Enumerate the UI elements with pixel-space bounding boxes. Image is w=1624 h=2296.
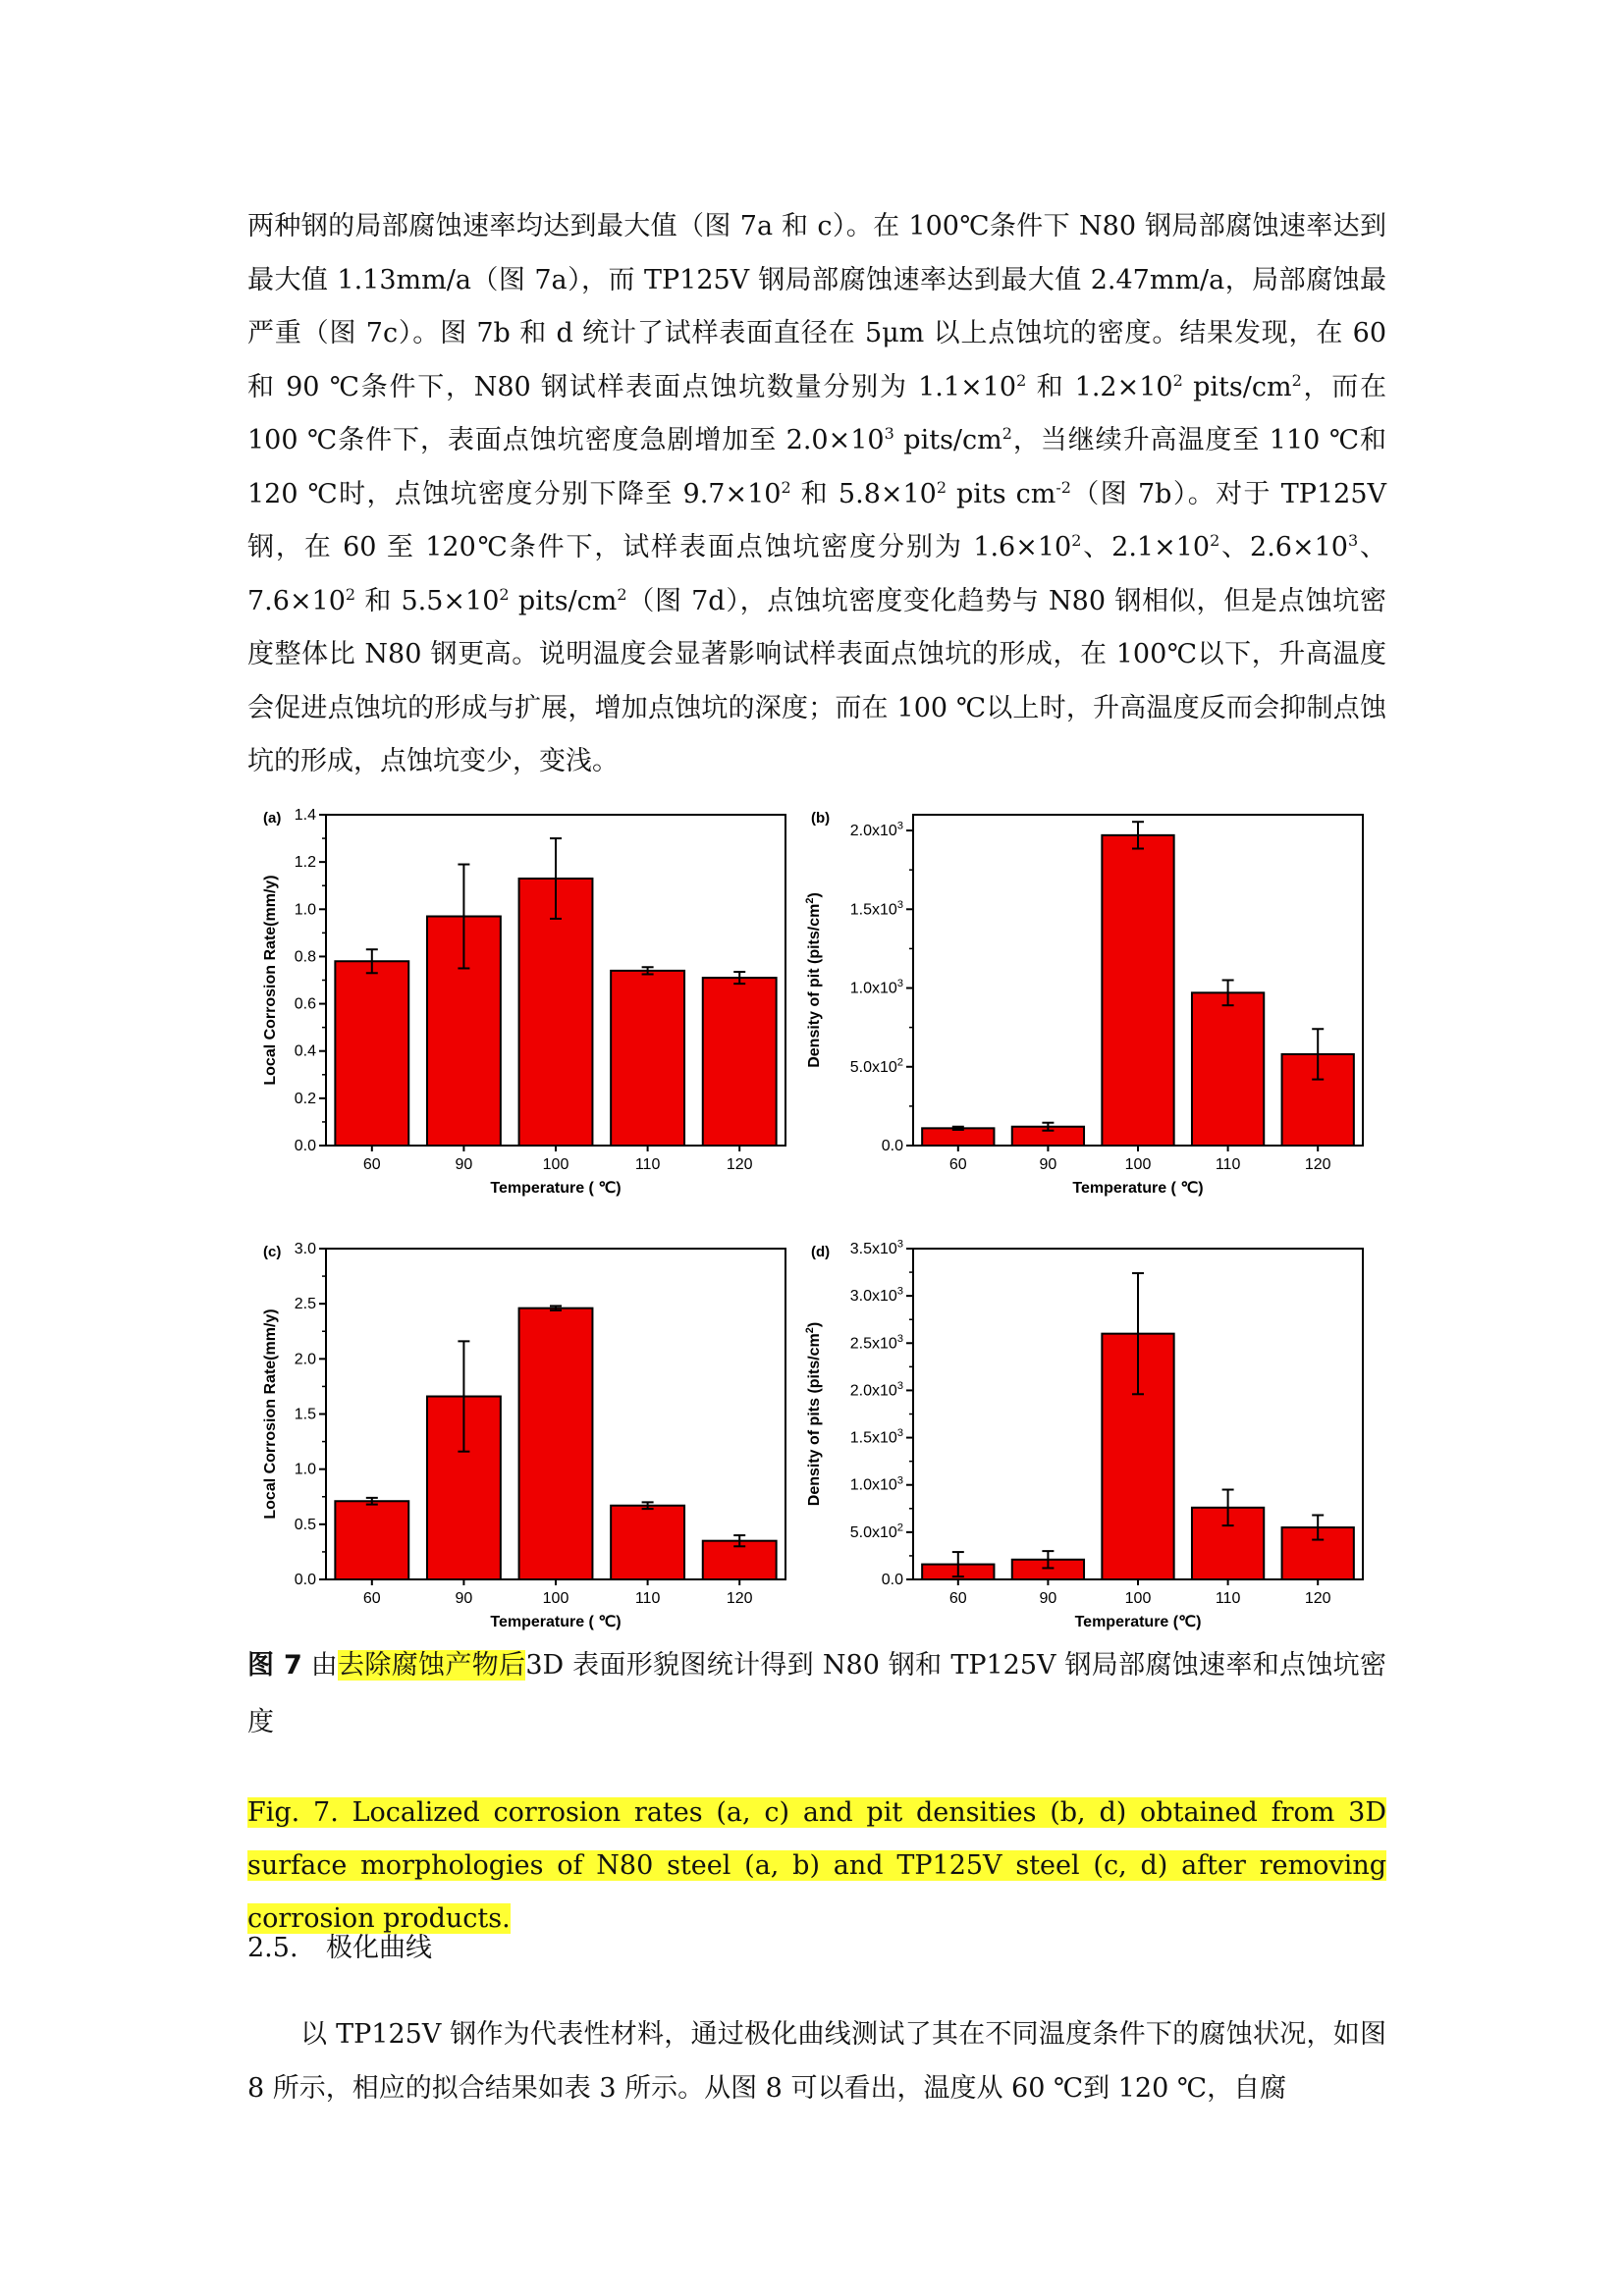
x-tick-label: 120 <box>726 1156 753 1173</box>
x-tick-label: 60 <box>362 1156 381 1173</box>
section-heading <box>247 1926 432 1964</box>
x-tick-label: 60 <box>362 1590 381 1607</box>
x-tick-label: 100 <box>542 1156 569 1173</box>
x-tick-label: 120 <box>1304 1590 1331 1607</box>
figure-caption-chinese <box>247 1637 1386 1751</box>
chart-b <box>803 795 1373 1207</box>
x-tick-label: 90 <box>455 1590 473 1607</box>
x-tick-label: 100 <box>542 1590 569 1607</box>
chart-a <box>255 795 785 1207</box>
x-tick-label: 110 <box>634 1590 661 1607</box>
y-tick-label: $3.0x10^3$ <box>849 1285 903 1306</box>
y-tick-label: 2.0 <box>294 1351 316 1368</box>
panel-label: (d) <box>811 1244 831 1260</box>
y-tick-label: 2.5 <box>294 1296 316 1313</box>
x-tick-label: 120 <box>1304 1156 1331 1173</box>
x-tick-label: 60 <box>948 1156 967 1173</box>
x-tick-label: 110 <box>1215 1590 1241 1607</box>
x-tick-label: 90 <box>1039 1156 1057 1173</box>
y-tick-label: 0.0 <box>881 1572 903 1588</box>
y-tick-label: 0.0 <box>294 1138 316 1154</box>
section-number: 2.5. <box>247 1933 298 1963</box>
figure-label: 图 7 <box>247 1650 302 1681</box>
y-tick-label: 3.0 <box>294 1241 316 1257</box>
body-paragraph-1: 两种钢的局部腐蚀速率均达到最大值（图 7a 和 c）。在 100℃条件下 N80 钢局部腐蚀速率达到最大值 1.13mm/a（图 7a），而 TP125V 钢局部腐蚀速率达到最大值 2.47mm/a，局部腐蚀最严重（图 7c）。图 7b 和 d 统计了试样表面直径在 5μm 以上点蚀坑的密度。结果发现，在 60 和 90 ℃条件下，N80 钢试样表面点蚀坑数量分别为 $1.1\times 10^2$ 和 $1.2\times 10^2$ pits/$cm^2$，而在 100 ℃条件下，表面点蚀坑密度急剧增加至 $2.0\times 10^3$ pits/$cm^2$，当继续升高温度至 110 ℃和 120 ℃时，点蚀坑密度分别下降至 $9.7\times 10^2$ 和 $5.8\times 10^2$ pits $cm^{-2}$（图 7b）。对于 TP125V 钢，在 60 至 120℃条件下，试样表面点蚀坑密度分别为 $1.6\times 10^2$、$2.1\times 10^2$、$2.6\times 10^3$、$7.6\times 10^2$ 和 $5.5\times 10^2$ pits/$cm^2$（图 7d），点蚀坑密度变化趋势与 N80 钢相似，但是点蚀坑密度整体比 N80 钢更高。说明温度会显著影响试样表面点蚀坑的形成，在 100℃以下，升高温度会促进点蚀坑的形成与扩展，增加点蚀坑的深度；而在 100 ℃以上时，升高温度反而会抑制点蚀坑的形成，点蚀坑变少，变浅。 <box>247 211 1387 776</box>
y-tick-label: $2.0x10^3$ <box>849 1380 903 1400</box>
y-tick-label: 1.0 <box>294 1461 316 1478</box>
figure-caption-english: Fig. 7. Localized corrosion rates (a, c) and pit densities (b, d) obtained from 3D surface morphologies of N80 steel (a, b) and TP125V steel (c, d) after removing corrosion products. <box>247 1797 1386 1934</box>
bar <box>1102 835 1173 1146</box>
x-tick-label: 90 <box>455 1156 473 1173</box>
y-tick-label: $3.5x10^3$ <box>849 1238 903 1257</box>
caption-highlight: 去除腐蚀产物后 <box>338 1650 526 1681</box>
bar <box>611 971 684 1146</box>
caption-pre: 由 <box>301 1650 339 1681</box>
y-axis-label: Local Corrosion Rate(mm/y) <box>262 1308 279 1520</box>
y-tick-label: 0.8 <box>294 948 316 966</box>
y-tick-label: 0.0 <box>881 1138 903 1154</box>
y-tick-label: 1.5 <box>294 1406 316 1423</box>
y-tick-label: 1.2 <box>294 854 316 872</box>
chart-c <box>255 1229 785 1641</box>
x-tick-label: 100 <box>1124 1590 1152 1607</box>
x-axis-label: Temperature ( ℃) <box>1072 1180 1204 1197</box>
y-tick-label: 0.4 <box>294 1042 316 1060</box>
bar <box>922 1128 994 1146</box>
x-axis-label: Temperature ( ℃) <box>490 1614 622 1630</box>
x-axis-label: Temperature (℃) <box>1074 1614 1202 1630</box>
x-axis-label: Temperature ( ℃) <box>490 1180 622 1197</box>
body-paragraph-2: 以 TP125V 钢作为代表性材料，通过极化曲线测试了其在不同温度条件下的腐蚀状况，如图 8 所示，相应的拟合结果如表 3 所示。从图 8 可以看出，温度从 60 ℃到 120 ℃，自腐 <box>247 2019 1386 2104</box>
x-tick-label: 90 <box>1039 1590 1057 1607</box>
y-axis-label: Density of pit $(pits/cm^2)$ <box>804 892 823 1068</box>
caption-post: 3D 表面形貌图统计得到 N80 钢和 TP125V 钢局部腐蚀速率和点蚀坑密度 <box>247 1650 1386 1737</box>
y-tick-label: $1.5x10^3$ <box>849 1427 903 1447</box>
panel-label: (b) <box>811 810 831 827</box>
y-tick-label: $2.5x10^3$ <box>849 1332 903 1353</box>
y-tick-label: $1.0x10^3$ <box>849 978 903 997</box>
x-tick-label: 60 <box>948 1590 967 1607</box>
y-tick-label: $1.0x10^3$ <box>849 1474 903 1494</box>
chart-d <box>803 1229 1373 1641</box>
panel-label: (a) <box>263 810 282 827</box>
y-tick-label: 0.6 <box>294 995 316 1013</box>
y-tick-label: $5.0x10^2$ <box>849 1056 903 1076</box>
y-tick-label: 1.0 <box>294 901 316 919</box>
bar <box>335 1501 408 1579</box>
bar <box>1192 992 1264 1146</box>
y-tick-label: $5.0x10^2$ <box>849 1522 903 1541</box>
section-title: 极化曲线 <box>326 1933 432 1963</box>
x-tick-label: 110 <box>1215 1156 1241 1173</box>
x-tick-label: 120 <box>726 1590 753 1607</box>
y-tick-label: 0.5 <box>294 1516 316 1533</box>
bar <box>335 961 408 1146</box>
y-tick-label: $1.5x10^3$ <box>849 898 903 919</box>
bar <box>703 978 777 1146</box>
bar <box>519 1308 593 1579</box>
y-tick-label: $2.0x10^3$ <box>849 820 903 840</box>
y-tick-label: 1.4 <box>294 807 316 824</box>
y-tick-label: 0.2 <box>294 1090 316 1107</box>
x-tick-label: 100 <box>1124 1156 1152 1173</box>
panel-label: (c) <box>263 1244 282 1260</box>
y-axis-label: Local Corrosion Rate(mm/y) <box>262 875 279 1086</box>
y-axis-label: Density of pits $(pits/cm^2)$ <box>804 1321 823 1507</box>
bar <box>611 1506 684 1579</box>
y-tick-label: 0.0 <box>294 1572 316 1588</box>
x-tick-label: 110 <box>634 1156 661 1173</box>
